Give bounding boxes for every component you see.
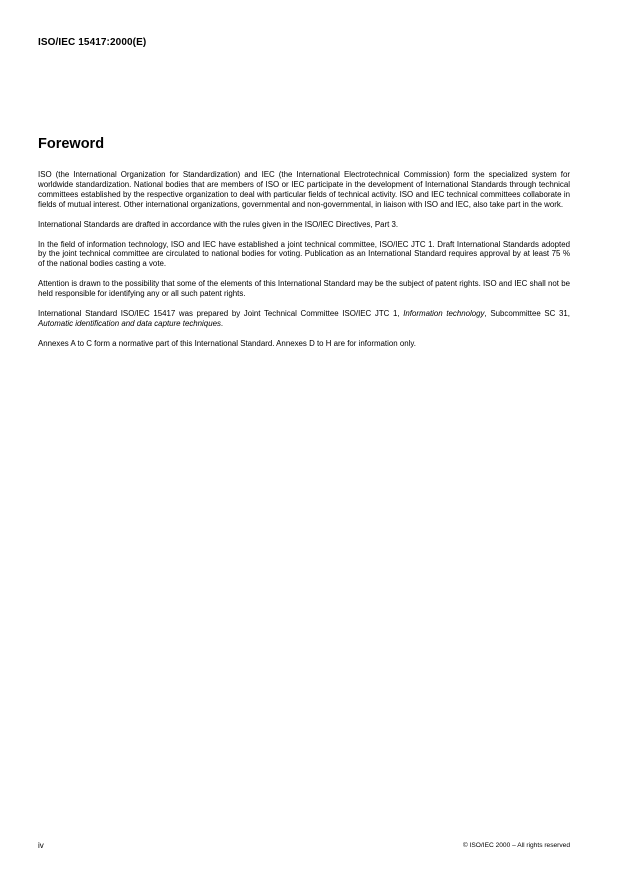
copyright-notice: © ISO/IEC 2000 – All rights reserved xyxy=(462,842,570,849)
section-title: Foreword xyxy=(38,136,105,152)
paragraph-patent-rights: Attention is drawn to the possibility that some of the elements of this International Standard may be the subject of patent rights. ISO and IEC shall not be held responsible for identifying any or all such patent rights. xyxy=(38,279,570,299)
paragraph-annexes: Annexes A to C form a normative part of this International Standard. Annexes D to H are for information only. xyxy=(38,338,416,348)
page-number: iv xyxy=(38,841,44,850)
paragraph-directives: International Standards are drafted in accordance with the rules given in the ISO/IEC Directives, Part 3. xyxy=(38,219,399,229)
document-identifier: ISO/IEC 15417:2000(E) xyxy=(38,37,147,48)
preparation-italic-2: Automatic identification and data capture techniques xyxy=(38,318,221,328)
preparation-text-3: . xyxy=(220,318,224,328)
foreword-body xyxy=(38,170,570,359)
preparation-italic-1: Information technology xyxy=(403,309,485,319)
paragraph-organizations: ISO (the International Organization for Standardization) and IEC (the International Electrotechnical Commission) form the specialized system for worldwide standardization. National bodies that are members of ISO or IEC participate in the development of International Standards through technical committees established by the respective organization to deal with particular fields of technical activity. ISO and IEC technical committees collaborate in fields of mutual interest. Other international organizations, governmental and non-governmental, in liaison with ISO and IEC, also take part in the work. xyxy=(38,170,570,209)
preparation-text-2: , Subcommittee SC 31, xyxy=(484,309,570,319)
paragraph-jtc1: In the field of information technology, ISO and IEC have established a joint technical committee, ISO/IEC JTC 1. Draft International Standards adopted by the joint technical committee are circulated to national bodies for voting. Publication as an International Standard requires approval by at least 75 % of the national bodies casting a vote. xyxy=(38,239,570,269)
preparation-text-1: International Standard ISO/IEC 15417 was prepared by Joint Technical Committee ISO/IEC JTC 1, xyxy=(38,309,404,319)
paragraph-preparation xyxy=(38,309,570,329)
